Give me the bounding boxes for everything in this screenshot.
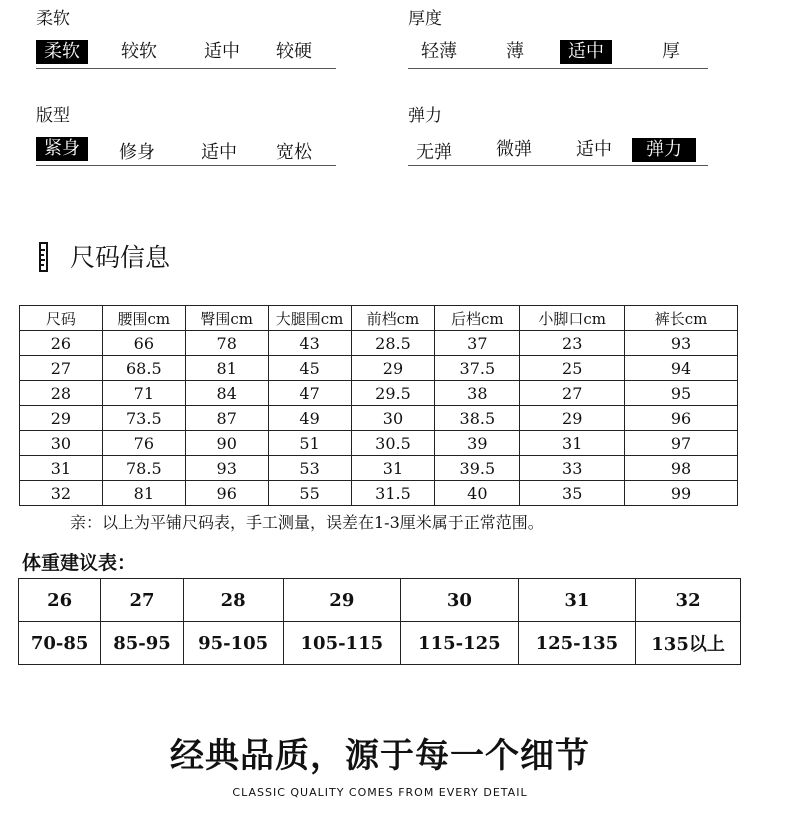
cell: 55	[268, 481, 351, 506]
weight-range: 135以上	[636, 622, 741, 665]
slogan: 经典品质，源于每一个细节	[170, 736, 590, 776]
cell: 31	[351, 456, 435, 481]
attr-option: 宽松	[276, 142, 312, 163]
weight-range: 125-135	[518, 622, 636, 665]
weight-range: 70-85	[19, 622, 101, 665]
header-size: 尺码	[20, 306, 103, 331]
cell: 31	[20, 456, 103, 481]
weight-size: 28	[183, 579, 283, 622]
table-header-row	[20, 306, 738, 331]
weight-size-row	[19, 579, 741, 622]
weight-title: 体重建议表：	[22, 552, 137, 574]
attr-options	[36, 131, 336, 166]
attr-options	[408, 131, 708, 166]
header-hip: 臀围cm	[185, 306, 268, 331]
attr-option-selected: 弹力	[632, 138, 696, 162]
weight-range: 85-95	[101, 622, 183, 665]
cell: 29	[20, 406, 103, 431]
weight-size: 31	[518, 579, 636, 622]
cell: 30	[20, 431, 103, 456]
table-row	[20, 356, 738, 381]
weight-size: 29	[283, 579, 401, 622]
slogan-english: CLASSIC QUALITY COMES FROM EVERY DETAIL	[232, 786, 528, 799]
attr-option: 适中	[201, 142, 237, 163]
cell: 73.5	[102, 406, 185, 431]
attr-option: 无弹	[416, 142, 452, 163]
cell: 68.5	[102, 356, 185, 381]
weight-table	[18, 578, 741, 665]
weight-size: 27	[101, 579, 183, 622]
table-row	[20, 456, 738, 481]
table-row	[20, 381, 738, 406]
cell: 98	[625, 456, 738, 481]
cell: 26	[20, 331, 103, 356]
cell: 45	[268, 356, 351, 381]
weight-range: 95-105	[183, 622, 283, 665]
weight-range: 105-115	[283, 622, 401, 665]
attr-option-selected: 紧身	[36, 137, 88, 161]
attr-option: 较软	[121, 41, 157, 62]
measurement-note: 亲：以上为平铺尺码表，手工测量，误差在1-3厘米属于正常范围。	[70, 513, 544, 532]
attr-option-selected: 柔软	[36, 40, 88, 64]
attr-option: 微弹	[496, 139, 532, 160]
attr-title: 版型	[36, 106, 70, 126]
attr-title: 柔软	[36, 9, 70, 29]
cell: 28.5	[351, 331, 435, 356]
cell: 29	[520, 406, 625, 431]
size-table	[19, 305, 738, 506]
table-row	[20, 331, 738, 356]
cell: 39.5	[435, 456, 520, 481]
cell: 93	[625, 331, 738, 356]
cell: 90	[185, 431, 268, 456]
attr-title: 厚度	[408, 9, 442, 29]
weight-size: 26	[19, 579, 101, 622]
cell: 87	[185, 406, 268, 431]
cell: 37.5	[435, 356, 520, 381]
cell: 81	[185, 356, 268, 381]
cell: 27	[20, 356, 103, 381]
cell: 97	[625, 431, 738, 456]
cell: 43	[268, 331, 351, 356]
attr-option: 薄	[506, 41, 524, 62]
cell: 71	[102, 381, 185, 406]
cell: 49	[268, 406, 351, 431]
attr-option-selected: 适中	[560, 40, 612, 64]
weight-value-row	[19, 622, 741, 665]
cell: 30	[351, 406, 435, 431]
cell: 96	[185, 481, 268, 506]
attr-option: 修身	[119, 142, 155, 163]
table-row	[20, 481, 738, 506]
cell: 76	[102, 431, 185, 456]
cell: 47	[268, 381, 351, 406]
cell: 38.5	[435, 406, 520, 431]
attr-options	[36, 34, 336, 69]
attr-option: 轻薄	[421, 41, 457, 62]
header-back-rise: 后档cm	[435, 306, 520, 331]
header-length: 裤长cm	[625, 306, 738, 331]
cell: 23	[520, 331, 625, 356]
cell: 27	[520, 381, 625, 406]
table-row	[20, 406, 738, 431]
cell: 30.5	[351, 431, 435, 456]
cell: 78	[185, 331, 268, 356]
cell: 93	[185, 456, 268, 481]
header-waist: 腰围cm	[102, 306, 185, 331]
cell: 99	[625, 481, 738, 506]
cell: 94	[625, 356, 738, 381]
attr-title: 弹力	[408, 106, 442, 126]
cell: 31.5	[351, 481, 435, 506]
cell: 39	[435, 431, 520, 456]
cell: 84	[185, 381, 268, 406]
attr-options	[408, 34, 708, 69]
attr-option: 适中	[204, 41, 240, 62]
header-thigh: 大腿围cm	[268, 306, 351, 331]
cell: 25	[520, 356, 625, 381]
header-front-rise: 前档cm	[351, 306, 435, 331]
cell: 51	[268, 431, 351, 456]
attr-option: 适中	[576, 139, 612, 160]
cell: 78.5	[102, 456, 185, 481]
cell: 37	[435, 331, 520, 356]
weight-size: 30	[401, 579, 519, 622]
cell: 31	[520, 431, 625, 456]
table-row	[20, 431, 738, 456]
ruler-icon	[39, 242, 48, 272]
cell: 81	[102, 481, 185, 506]
header-leg-opening: 小脚口cm	[520, 306, 625, 331]
cell: 53	[268, 456, 351, 481]
cell: 38	[435, 381, 520, 406]
cell: 29	[351, 356, 435, 381]
cell: 33	[520, 456, 625, 481]
cell: 28	[20, 381, 103, 406]
cell: 29.5	[351, 381, 435, 406]
attr-option: 较硬	[276, 41, 312, 62]
cell: 96	[625, 406, 738, 431]
weight-range: 115-125	[401, 622, 519, 665]
weight-size: 32	[636, 579, 741, 622]
attr-option: 厚	[662, 41, 680, 62]
cell: 32	[20, 481, 103, 506]
section-title: 尺码信息	[70, 243, 171, 272]
cell: 66	[102, 331, 185, 356]
cell: 35	[520, 481, 625, 506]
cell: 40	[435, 481, 520, 506]
cell: 95	[625, 381, 738, 406]
